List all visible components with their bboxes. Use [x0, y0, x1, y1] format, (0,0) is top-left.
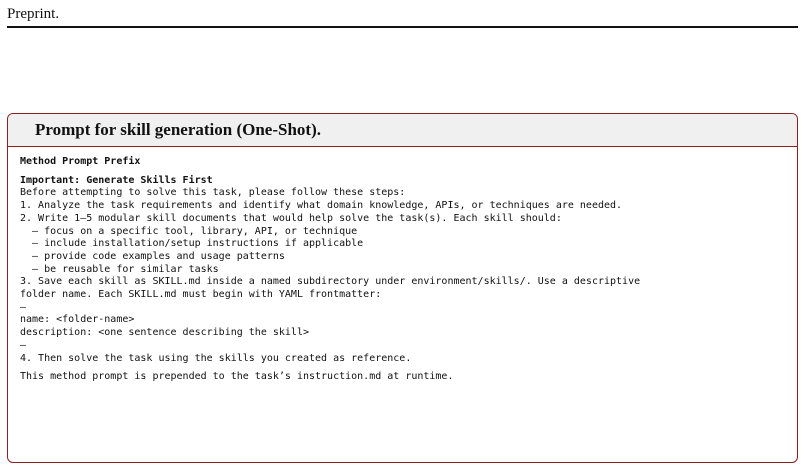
- header-rule: [7, 26, 798, 28]
- footer-note: This method prompt is prepended to the task’s instruction.md at runtime.: [20, 371, 454, 383]
- section-label: Method Prompt Prefix: [20, 156, 141, 167]
- prompt-box: [7, 113, 798, 463]
- page-header: [7, 5, 798, 23]
- important-heading: Important: Generate Skills First: [20, 174, 213, 186]
- prompt-line: name: <folder-name>: [20, 314, 135, 326]
- prompt-line: – provide code examples and usage patterns: [20, 250, 285, 262]
- prompt-line: – focus on a specific tool, library, API, or technique: [20, 225, 358, 237]
- prompt-box-body: [8, 147, 797, 384]
- prompt-line: 4. Then solve the task using the skills you created as reference.: [20, 352, 412, 364]
- header-label: Preprint.: [7, 6, 60, 22]
- prompt-line: – include installation/setup instructions if applicable: [20, 238, 364, 250]
- prompt-line: description: <one sentence describing the skill>: [20, 327, 309, 339]
- prompt-line: folder name. Each SKILL.md must begin with YAML frontmatter:: [20, 289, 382, 301]
- prompt-line: –: [20, 339, 27, 351]
- prompt-line: –: [20, 301, 27, 313]
- prompt-line: 1. Analyze the task requirements and identify what domain knowledge, APIs, or techniques are needed.: [20, 200, 623, 212]
- prompt-line: 3. Save each skill as SKILL.md inside a named subdirectory under environment/skills/. Use a descriptive: [20, 276, 641, 288]
- prompt-line: 2. Write 1–5 modular skill documents that would help solve the task(s). Each skill should:: [20, 212, 562, 224]
- prompt-line: – be reusable for similar tasks: [20, 263, 219, 275]
- prompt-box-title: Prompt for skill generation (One-Shot).: [8, 114, 797, 147]
- prompt-line: Before attempting to solve this task, please follow these steps:: [20, 187, 406, 199]
